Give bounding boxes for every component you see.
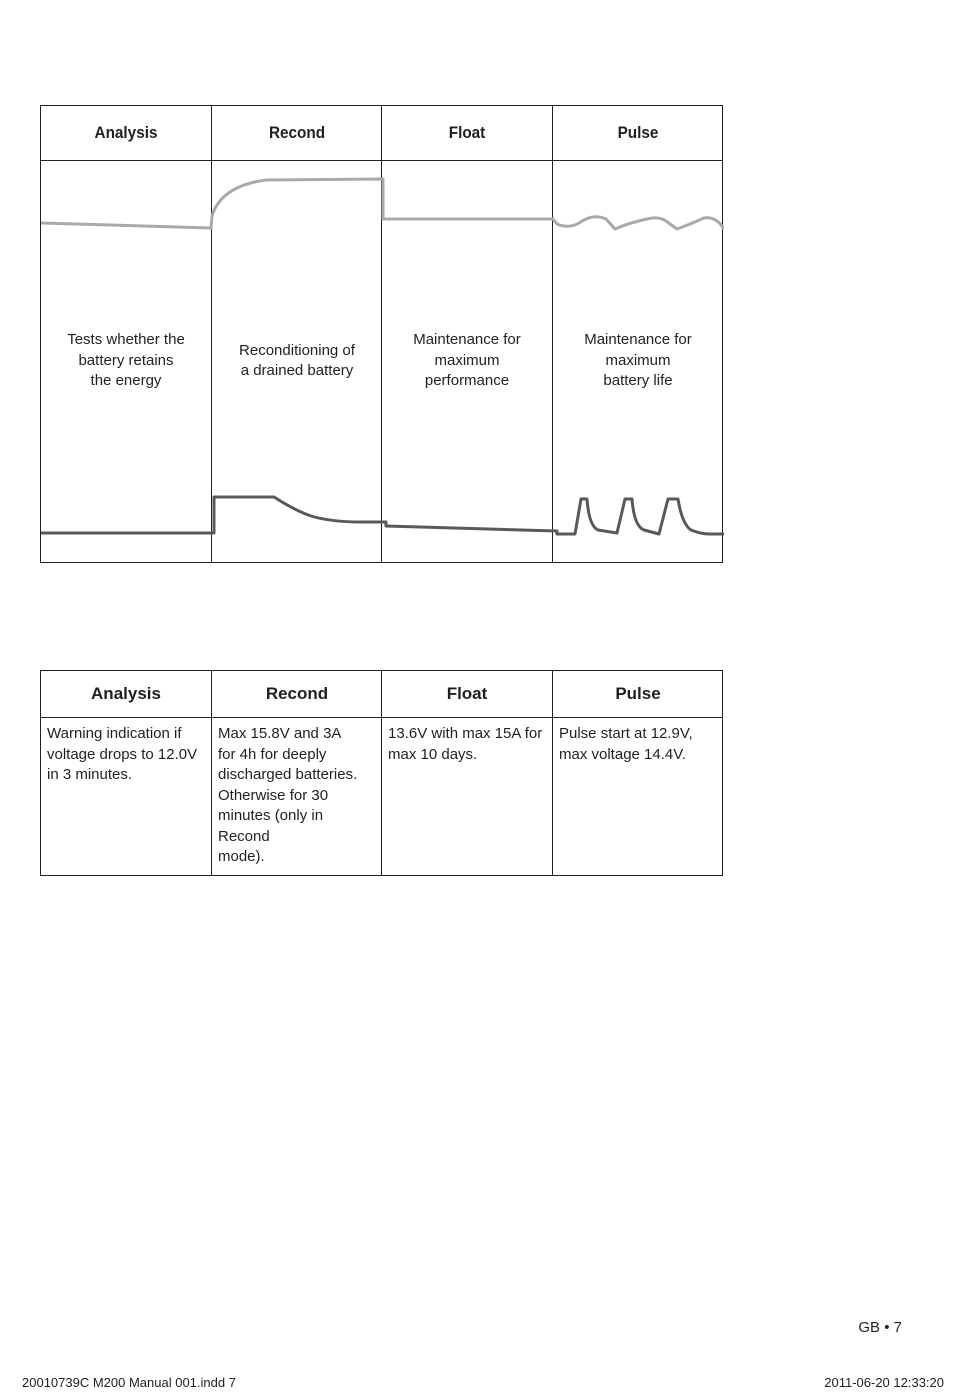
info-text-float: 13.6V with max 15A for max 10 days. bbox=[388, 725, 543, 763]
diagram-desc-pulse: Maintenance for maximum battery life bbox=[584, 331, 692, 390]
diagram-desc-recond: Reconditioning of a drained battery bbox=[239, 341, 355, 379]
current-curve bbox=[41, 497, 724, 534]
info-header-recond: Recond bbox=[265, 684, 329, 703]
diagram-header-recond: Recond bbox=[268, 123, 326, 142]
diagram-header-pulse: Pulse bbox=[617, 123, 659, 142]
info-text-analysis: Warning indication if voltage drops to 12.0V in 3 minutes. bbox=[47, 725, 198, 783]
diagram-desc-float: Maintenance for maximum performance bbox=[413, 331, 521, 390]
page-number: GB • 7 bbox=[858, 1319, 902, 1336]
diagram-header-analysis: Analysis bbox=[94, 123, 158, 142]
diagram-desc-analysis: Tests whether the battery retains the energy bbox=[67, 331, 185, 390]
footer-filename: 20010739C M200 Manual 001.indd 7 bbox=[22, 1375, 236, 1390]
footer-timestamp: 2011-06-20 12:33:20 bbox=[824, 1375, 944, 1390]
info-header-float: Float bbox=[446, 684, 488, 703]
info-text-pulse: Pulse start at 12.9V, max voltage 14.4V. bbox=[559, 725, 693, 763]
diagram-header-float: Float bbox=[448, 123, 486, 142]
charging-diagram bbox=[40, 105, 723, 563]
info-header-analysis: Analysis bbox=[91, 684, 161, 703]
info-text-recond: Max 15.8V and 3A for 4h for deeply discharged batteries. Otherwise for 30 minutes (only in Recond mode). bbox=[218, 725, 358, 865]
voltage-curve bbox=[41, 179, 724, 229]
info-header-pulse: Pulse bbox=[615, 684, 661, 703]
specifications-table bbox=[40, 670, 723, 876]
